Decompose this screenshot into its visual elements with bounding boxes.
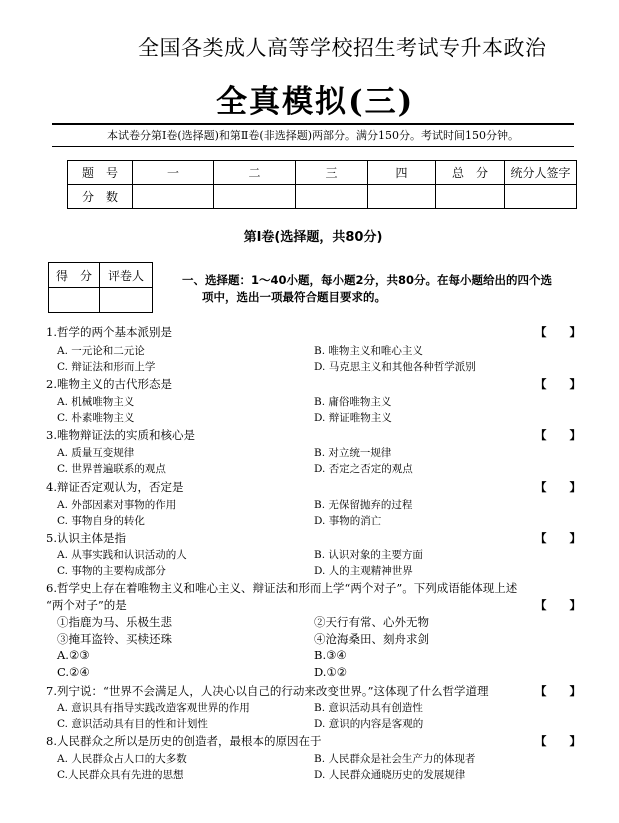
section-instructions-line2: 项中，选出一项最符合题目要求的。 [202, 290, 386, 304]
option-d: D.①② [314, 665, 348, 679]
option-b: B. 对立统一规律 [314, 447, 392, 459]
option-a: A. 质量互变规律 [57, 447, 135, 459]
option-a: A. 意识具有指导实践改造客观世界的作用 [57, 702, 250, 714]
answer-bracket[interactable]: 【 】 [535, 684, 581, 698]
question-8-text: 8.人民群众之所以是历史的创造者，最根本的原因在于 [46, 734, 322, 748]
grader-score-label: 得 分 [49, 263, 100, 288]
question-1-text: 1.哲学的两个基本派别是 [46, 325, 172, 339]
answer-bracket[interactable]: 【 】 [535, 598, 581, 612]
statement-3: ③掩耳盗铃、买椟还珠 [57, 632, 172, 646]
answer-bracket[interactable]: 【 】 [535, 480, 581, 494]
bottom-rule [52, 146, 574, 147]
option-a: A. 人民群众占人口的大多数 [57, 753, 187, 765]
statement-2: ②天行有常、心外无物 [314, 615, 429, 629]
score-table-cell: 总 分 [436, 161, 505, 185]
option-b: B. 认识对象的主要方面 [314, 549, 423, 561]
option-d: D. 否定之否定的观点 [314, 463, 413, 475]
score-table-cell: 一 [133, 161, 214, 185]
option-c: C.②④ [57, 665, 90, 679]
score-entry-cell[interactable] [214, 185, 296, 209]
score-entry-cell[interactable] [133, 185, 214, 209]
option-c: C. 意识活动具有目的性和计划性 [57, 718, 208, 730]
option-b: B. 人民群众是社会生产力的体现者 [314, 753, 476, 765]
score-entry-cell[interactable] [436, 185, 505, 209]
question-3-text: 3.唯物辩证法的实质和核心是 [46, 428, 195, 442]
score-table-score-row [68, 185, 577, 209]
question-6-text: 6.哲学史上存在着唯物主义和唯心主义、辩证法和形而上学“两个对子”。下列成语能体现上述 [46, 581, 518, 595]
exam-title: 全真模拟(三) [216, 84, 415, 120]
option-b: B. 庸俗唯物主义 [314, 396, 392, 408]
score-table-cell: 三 [296, 161, 368, 185]
option-a: A. 外部因素对事物的作用 [57, 499, 177, 511]
score-entry-cell[interactable] [296, 185, 368, 209]
option-d: D. 人的主观精神世界 [314, 565, 413, 577]
answer-bracket[interactable]: 【 】 [535, 428, 581, 442]
question-7-text: 7.列宁说：“世界不会满足人，人决心以自己的行动来改变世界。”这体现了什么哲学道理 [46, 684, 489, 698]
score-entry-cell[interactable] [505, 185, 577, 209]
option-b: B. 无保留抛弃的过程 [314, 499, 413, 511]
exam-instructions: 本试卷分第Ⅰ卷(选择题)和第Ⅱ卷(非选择题)两部分。满分150分。考试时间150分钟。 [107, 129, 519, 142]
answer-bracket[interactable]: 【 】 [535, 734, 581, 748]
option-c: C. 世界普遍联系的观点 [57, 463, 166, 475]
option-d: D. 马克思主义和其他各种哲学派别 [314, 361, 476, 373]
score-table-cell: 四 [368, 161, 436, 185]
grader-score-cell[interactable] [49, 288, 100, 313]
section-title: 第Ⅰ卷(选择题，共80分) [243, 230, 383, 245]
score-table-header-row [68, 161, 577, 185]
option-b: B.③④ [314, 648, 347, 662]
answer-bracket[interactable]: 【 】 [535, 325, 581, 339]
option-c: C. 朴素唯物主义 [57, 412, 135, 424]
grader-box [48, 262, 153, 313]
option-d: D. 辩证唯物主义 [314, 412, 392, 424]
score-table-cell: 二 [214, 161, 296, 185]
option-a: A. 一元论和二元论 [57, 345, 145, 357]
option-d: D. 意识的内容是客观的 [314, 718, 424, 730]
grader-name-cell[interactable] [100, 288, 153, 313]
top-rule [52, 123, 574, 125]
grader-name-label: 评卷人 [100, 263, 153, 288]
score-table [67, 160, 577, 209]
question-2-text: 2.唯物主义的古代形态是 [46, 377, 172, 391]
option-b: B. 意识活动具有创造性 [314, 702, 423, 714]
question-5-text: 5.认识主体是指 [46, 531, 126, 545]
statement-1: ①指鹿为马、乐极生悲 [57, 615, 172, 629]
answer-bracket[interactable]: 【 】 [535, 531, 581, 545]
option-c: C. 事物自身的转化 [57, 515, 145, 527]
option-b: B. 唯物主义和唯心主义 [314, 345, 423, 357]
statement-4: ④沧海桑田、刻舟求剑 [314, 632, 429, 646]
option-a: A. 机械唯物主义 [57, 396, 135, 408]
section-instructions-line1: 一、选择题：1～40小题，每小题2分，共80分。在每小题给出的四个选 [182, 273, 553, 287]
option-c: C. 事物的主要构成部分 [57, 565, 166, 577]
answer-bracket[interactable]: 【 】 [535, 377, 581, 391]
option-a: A.②③ [57, 648, 90, 662]
option-c: C. 辩证法和形而上学 [57, 361, 156, 373]
score-table-cell: 题 号 [68, 161, 133, 185]
option-d: D. 人民群众通晓历史的发展规律 [314, 769, 466, 781]
score-entry-cell[interactable] [368, 185, 436, 209]
score-table-cell: 分 数 [68, 185, 133, 209]
option-d: D. 事物的消亡 [314, 515, 382, 527]
option-c: C.人民群众具有先进的思想 [57, 769, 184, 781]
score-table-cell: 统分人签字 [505, 161, 577, 185]
exam-header: 全国各类成人高等学校招生考试专升本政治 [138, 36, 547, 60]
question-6-text-cont: “两个对子”的是 [46, 598, 127, 612]
question-4-text: 4.辩证否定观认为，否定是 [46, 480, 184, 494]
option-a: A. 从事实践和认识活动的人 [57, 549, 187, 561]
